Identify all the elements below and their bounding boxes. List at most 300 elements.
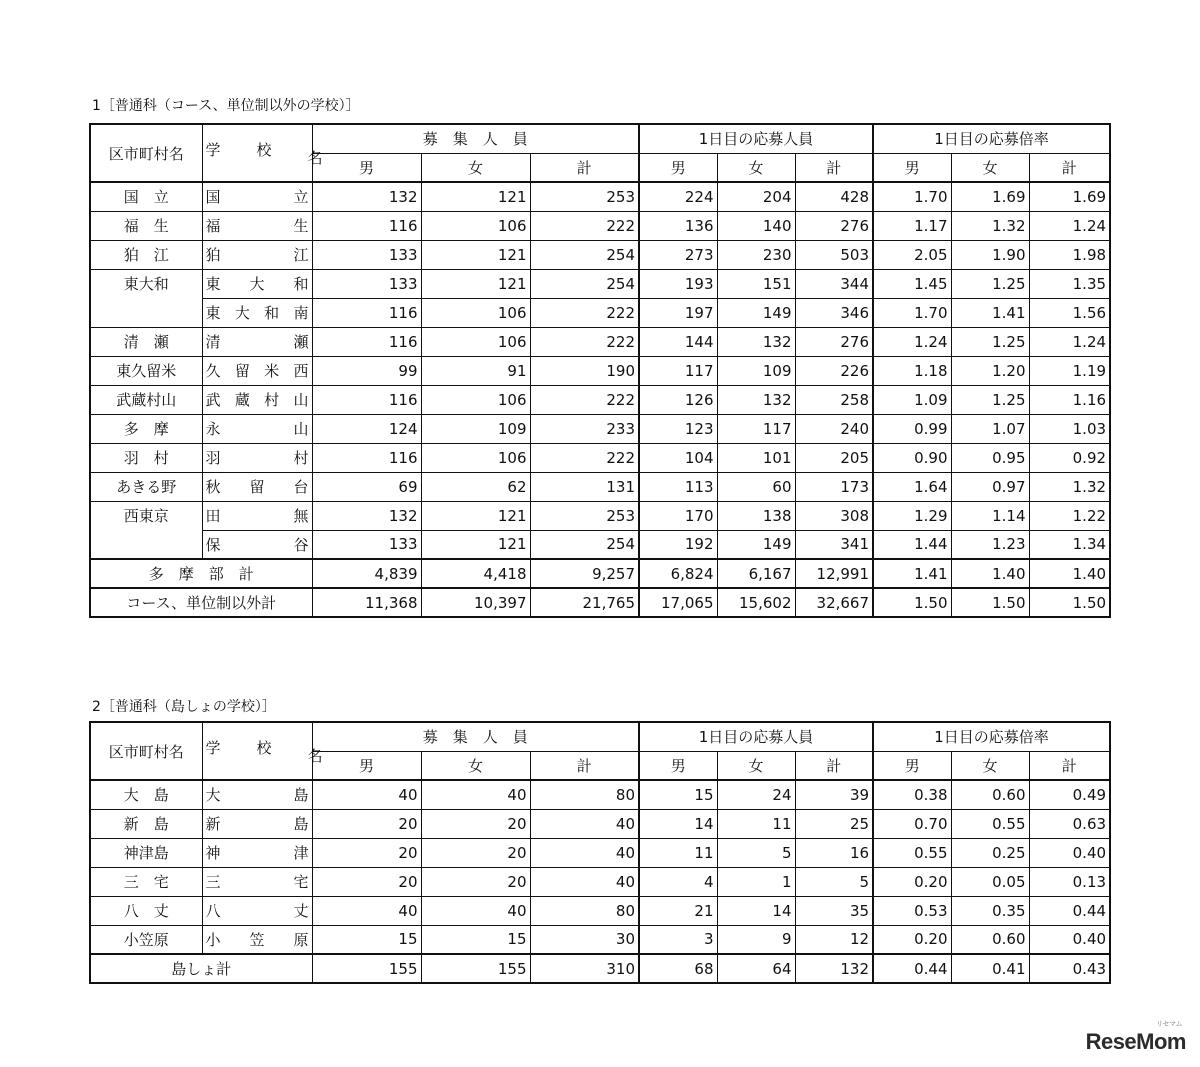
- applicants-header: 1日目の応募人員: [639, 124, 873, 153]
- value-cell: 276: [795, 211, 873, 240]
- value-cell: 254: [530, 269, 639, 298]
- subheader-female: 女: [421, 153, 530, 182]
- value-cell: 233: [530, 414, 639, 443]
- ward-name: 狛 江: [90, 240, 202, 269]
- total-value-cell: 0.43: [1029, 954, 1110, 983]
- value-cell: 138: [717, 501, 795, 530]
- value-cell: 1.24: [873, 327, 951, 356]
- value-cell: 133: [312, 240, 421, 269]
- school-header-char: 校: [256, 140, 272, 159]
- section2-title: 2［普通科（島しょの学校）］: [92, 699, 276, 715]
- value-cell: 0.97: [951, 472, 1029, 501]
- value-cell: 116: [312, 298, 421, 327]
- ward-name: 三 宅: [90, 867, 202, 896]
- ward-name: 国 立: [90, 182, 202, 211]
- total-value-cell: 1.50: [951, 588, 1029, 617]
- value-cell: 69: [312, 472, 421, 501]
- value-cell: 222: [530, 327, 639, 356]
- total-value-cell: 0.44: [873, 954, 951, 983]
- value-cell: 20: [421, 838, 530, 867]
- subheader-total: 計: [795, 153, 873, 182]
- value-cell: 144: [639, 327, 717, 356]
- total-value-cell: 4,418: [421, 559, 530, 588]
- value-cell: 1.41: [951, 298, 1029, 327]
- value-cell: 121: [421, 269, 530, 298]
- school-header: [202, 124, 323, 182]
- school-name: 羽村: [202, 443, 312, 472]
- total-row: [90, 559, 1110, 588]
- value-cell: 106: [421, 298, 530, 327]
- value-cell: 0.25: [951, 838, 1029, 867]
- value-cell: 253: [530, 501, 639, 530]
- school-name: 保谷: [202, 530, 312, 559]
- value-cell: 40: [421, 896, 530, 925]
- value-cell: 1.09: [873, 385, 951, 414]
- school-name: 八丈: [202, 896, 312, 925]
- school-name: 国立: [202, 182, 312, 211]
- value-cell: 1.24: [1029, 327, 1110, 356]
- value-cell: 104: [639, 443, 717, 472]
- value-cell: 121: [421, 501, 530, 530]
- value-cell: 40: [421, 780, 530, 809]
- value-cell: 1.69: [1029, 182, 1110, 211]
- value-cell: 15: [421, 925, 530, 954]
- total-value-cell: 6,167: [717, 559, 795, 588]
- ward-name: 小笠原: [90, 925, 202, 954]
- school-header: [202, 722, 323, 780]
- table-island-schools: [89, 721, 1111, 984]
- subheader-female: 女: [951, 153, 1029, 182]
- value-cell: 0.60: [951, 780, 1029, 809]
- table-row: [90, 385, 1110, 414]
- value-cell: 11: [639, 838, 717, 867]
- table-row: [90, 530, 1110, 559]
- table-row: [90, 211, 1110, 240]
- table-row: [90, 925, 1110, 954]
- value-cell: 222: [530, 298, 639, 327]
- school-name: 武蔵村山: [202, 385, 312, 414]
- subheader-female: 女: [951, 751, 1029, 780]
- value-cell: 4: [639, 867, 717, 896]
- value-cell: 1.25: [951, 327, 1029, 356]
- value-cell: 0.49: [1029, 780, 1110, 809]
- value-cell: 0.20: [873, 925, 951, 954]
- value-cell: 40: [530, 809, 639, 838]
- value-cell: 149: [717, 530, 795, 559]
- value-cell: 254: [530, 530, 639, 559]
- value-cell: 1.64: [873, 472, 951, 501]
- school-header-char: 学: [205, 738, 221, 757]
- subheader-male: 男: [873, 751, 951, 780]
- value-cell: 133: [312, 530, 421, 559]
- value-cell: 116: [312, 385, 421, 414]
- value-cell: 101: [717, 443, 795, 472]
- header-row: [90, 124, 1110, 153]
- value-cell: 0.53: [873, 896, 951, 925]
- total-value-cell: 68: [639, 954, 717, 983]
- total-label: コース、単位制以外計: [90, 588, 312, 617]
- value-cell: 132: [717, 327, 795, 356]
- total-value-cell: 12,991: [795, 559, 873, 588]
- subheader-female: 女: [421, 751, 530, 780]
- table-row: [90, 240, 1110, 269]
- value-cell: 1.32: [951, 211, 1029, 240]
- value-cell: 132: [312, 182, 421, 211]
- value-cell: 205: [795, 443, 873, 472]
- value-cell: 16: [795, 838, 873, 867]
- value-cell: 140: [717, 211, 795, 240]
- table-row: [90, 838, 1110, 867]
- total-value-cell: 15,602: [717, 588, 795, 617]
- value-cell: 109: [421, 414, 530, 443]
- value-cell: 1.23: [951, 530, 1029, 559]
- school-name: 福生: [202, 211, 312, 240]
- value-cell: 254: [530, 240, 639, 269]
- total-value-cell: 64: [717, 954, 795, 983]
- ward-name: 清 瀬: [90, 327, 202, 356]
- value-cell: 308: [795, 501, 873, 530]
- total-value-cell: 1.50: [873, 588, 951, 617]
- total-value-cell: 21,765: [530, 588, 639, 617]
- value-cell: 344: [795, 269, 873, 298]
- value-cell: 173: [795, 472, 873, 501]
- value-cell: 222: [530, 443, 639, 472]
- total-value-cell: 32,667: [795, 588, 873, 617]
- subheader-male: 男: [312, 153, 421, 182]
- value-cell: 20: [312, 867, 421, 896]
- value-cell: 1.25: [951, 269, 1029, 298]
- value-cell: 5: [717, 838, 795, 867]
- value-cell: 1.25: [951, 385, 1029, 414]
- table-row: [90, 809, 1110, 838]
- value-cell: 15: [312, 925, 421, 954]
- value-cell: 2.05: [873, 240, 951, 269]
- value-cell: 1.98: [1029, 240, 1110, 269]
- school-name: 清瀬: [202, 327, 312, 356]
- value-cell: 0.55: [873, 838, 951, 867]
- school-name: 東大和: [202, 269, 312, 298]
- total-value-cell: 132: [795, 954, 873, 983]
- ward-name: 羽 村: [90, 443, 202, 472]
- value-cell: 0.70: [873, 809, 951, 838]
- ward-name: 神津島: [90, 838, 202, 867]
- value-cell: 1.24: [1029, 211, 1110, 240]
- subheader-male: 男: [873, 153, 951, 182]
- value-cell: 1.70: [873, 182, 951, 211]
- value-cell: 5: [795, 867, 873, 896]
- value-cell: 0.35: [951, 896, 1029, 925]
- total-value-cell: 4,839: [312, 559, 421, 588]
- school-name: 久留米西: [202, 356, 312, 385]
- value-cell: 99: [312, 356, 421, 385]
- value-cell: 204: [717, 182, 795, 211]
- ward-name: 多 摩: [90, 414, 202, 443]
- section1-title: 1［普通科（コース、単位制以外の学校）］: [92, 98, 360, 114]
- value-cell: 20: [312, 809, 421, 838]
- total-label: 多 摩 部 計: [90, 559, 312, 588]
- value-cell: 24: [717, 780, 795, 809]
- total-value-cell: 155: [312, 954, 421, 983]
- total-value-cell: 1.40: [951, 559, 1029, 588]
- value-cell: 1.56: [1029, 298, 1110, 327]
- school-name: 神津: [202, 838, 312, 867]
- table-row: [90, 327, 1110, 356]
- value-cell: 192: [639, 530, 717, 559]
- value-cell: 1.34: [1029, 530, 1110, 559]
- value-cell: 62: [421, 472, 530, 501]
- value-cell: 1.18: [873, 356, 951, 385]
- value-cell: 30: [530, 925, 639, 954]
- ward-name: 新 島: [90, 809, 202, 838]
- value-cell: 346: [795, 298, 873, 327]
- subheader-total: 計: [530, 751, 639, 780]
- value-cell: 193: [639, 269, 717, 298]
- value-cell: 40: [312, 780, 421, 809]
- value-cell: 132: [717, 385, 795, 414]
- value-cell: 116: [312, 443, 421, 472]
- school-name: 大島: [202, 780, 312, 809]
- table-row: [90, 472, 1110, 501]
- total-row: [90, 954, 1110, 983]
- table-row: [90, 896, 1110, 925]
- value-cell: 136: [639, 211, 717, 240]
- value-cell: 20: [312, 838, 421, 867]
- value-cell: 0.40: [1029, 838, 1110, 867]
- school-header-char: 名: [307, 148, 323, 167]
- school-name: 小笠原: [202, 925, 312, 954]
- value-cell: 132: [312, 501, 421, 530]
- value-cell: 11: [717, 809, 795, 838]
- table-row: [90, 867, 1110, 896]
- value-cell: 117: [639, 356, 717, 385]
- value-cell: 124: [312, 414, 421, 443]
- value-cell: 0.60: [951, 925, 1029, 954]
- value-cell: 40: [530, 838, 639, 867]
- ward-name: 福 生: [90, 211, 202, 240]
- value-cell: 121: [421, 240, 530, 269]
- value-cell: 60: [717, 472, 795, 501]
- value-cell: 40: [312, 896, 421, 925]
- value-cell: 1.35: [1029, 269, 1110, 298]
- school-header-char: 名: [307, 746, 323, 765]
- total-label: 島しょ計: [90, 954, 312, 983]
- school-name: 田無: [202, 501, 312, 530]
- value-cell: 276: [795, 327, 873, 356]
- logo-small-text: リセマム: [1156, 1021, 1182, 1028]
- value-cell: 40: [530, 867, 639, 896]
- ward-name: 東大和: [90, 269, 202, 298]
- value-cell: 117: [717, 414, 795, 443]
- subheader-male: 男: [639, 751, 717, 780]
- school-name: 三宅: [202, 867, 312, 896]
- value-cell: 1.69: [951, 182, 1029, 211]
- value-cell: 80: [530, 896, 639, 925]
- subheader-total: 計: [795, 751, 873, 780]
- value-cell: 1.14: [951, 501, 1029, 530]
- value-cell: 190: [530, 356, 639, 385]
- value-cell: 1.03: [1029, 414, 1110, 443]
- value-cell: 15: [639, 780, 717, 809]
- value-cell: 0.38: [873, 780, 951, 809]
- value-cell: 80: [530, 780, 639, 809]
- subheader-female: 女: [717, 153, 795, 182]
- value-cell: 273: [639, 240, 717, 269]
- value-cell: 226: [795, 356, 873, 385]
- table-row: [90, 414, 1110, 443]
- value-cell: 428: [795, 182, 873, 211]
- subheader-total: 計: [530, 153, 639, 182]
- value-cell: 341: [795, 530, 873, 559]
- value-cell: 1.44: [873, 530, 951, 559]
- value-cell: 0.95: [951, 443, 1029, 472]
- value-cell: 1.45: [873, 269, 951, 298]
- total-value-cell: 11,368: [312, 588, 421, 617]
- logo-text: ReseMom: [1085, 1029, 1186, 1054]
- table-row: [90, 298, 1110, 327]
- value-cell: 9: [717, 925, 795, 954]
- total-value-cell: 155: [421, 954, 530, 983]
- ward-name: 武蔵村山: [90, 385, 202, 414]
- value-cell: 1.29: [873, 501, 951, 530]
- table-row: [90, 269, 1110, 298]
- value-cell: 149: [717, 298, 795, 327]
- value-cell: 170: [639, 501, 717, 530]
- recruit-header: 募 集 人 員: [312, 722, 639, 751]
- value-cell: 131: [530, 472, 639, 501]
- value-cell: 224: [639, 182, 717, 211]
- total-value-cell: 17,065: [639, 588, 717, 617]
- table-row: [90, 356, 1110, 385]
- value-cell: 25: [795, 809, 873, 838]
- value-cell: 1.32: [1029, 472, 1110, 501]
- total-value-cell: 10,397: [421, 588, 530, 617]
- ward-name: 八 丈: [90, 896, 202, 925]
- value-cell: 0.55: [951, 809, 1029, 838]
- value-cell: 126: [639, 385, 717, 414]
- school-name: 狛江: [202, 240, 312, 269]
- value-cell: 106: [421, 327, 530, 356]
- value-cell: 0.92: [1029, 443, 1110, 472]
- value-cell: 121: [421, 530, 530, 559]
- ward-name: あきる野: [90, 472, 202, 501]
- value-cell: 21: [639, 896, 717, 925]
- subheader-female: 女: [717, 751, 795, 780]
- value-cell: 20: [421, 809, 530, 838]
- value-cell: 0.63: [1029, 809, 1110, 838]
- subheader-male: 男: [312, 751, 421, 780]
- recruit-header: 募 集 人 員: [312, 124, 639, 153]
- value-cell: 197: [639, 298, 717, 327]
- value-cell: 106: [421, 211, 530, 240]
- total-value-cell: 1.41: [873, 559, 951, 588]
- total-row: [90, 588, 1110, 617]
- value-cell: 258: [795, 385, 873, 414]
- school-name: 東大和南: [202, 298, 312, 327]
- total-value-cell: 9,257: [530, 559, 639, 588]
- value-cell: 106: [421, 443, 530, 472]
- school-name: 秋留台: [202, 472, 312, 501]
- value-cell: 109: [717, 356, 795, 385]
- header-row: [90, 722, 1110, 751]
- value-cell: 0.90: [873, 443, 951, 472]
- value-cell: 133: [312, 269, 421, 298]
- school-name: 新島: [202, 809, 312, 838]
- total-value-cell: 1.50: [1029, 588, 1110, 617]
- value-cell: 1.70: [873, 298, 951, 327]
- ratio-header: 1日目の応募倍率: [873, 124, 1110, 153]
- table-row: [90, 443, 1110, 472]
- value-cell: 12: [795, 925, 873, 954]
- value-cell: 1.07: [951, 414, 1029, 443]
- table-row: [90, 501, 1110, 530]
- value-cell: 91: [421, 356, 530, 385]
- value-cell: 20: [421, 867, 530, 896]
- applicants-header: 1日目の応募人員: [639, 722, 873, 751]
- ratio-header: 1日目の応募倍率: [873, 722, 1110, 751]
- value-cell: 123: [639, 414, 717, 443]
- total-value-cell: 310: [530, 954, 639, 983]
- value-cell: 0.13: [1029, 867, 1110, 896]
- value-cell: 0.44: [1029, 896, 1110, 925]
- value-cell: 35: [795, 896, 873, 925]
- value-cell: 1.90: [951, 240, 1029, 269]
- total-value-cell: 1.40: [1029, 559, 1110, 588]
- value-cell: 14: [717, 896, 795, 925]
- school-header-char: 校: [256, 738, 272, 757]
- ward-name: 西東京: [90, 501, 202, 530]
- value-cell: 0.20: [873, 867, 951, 896]
- value-cell: 3: [639, 925, 717, 954]
- value-cell: 1.19: [1029, 356, 1110, 385]
- value-cell: 14: [639, 809, 717, 838]
- value-cell: 1: [717, 867, 795, 896]
- subheader-total: 計: [1029, 153, 1110, 182]
- resemom-logo: [1085, 1021, 1186, 1055]
- value-cell: 1.17: [873, 211, 951, 240]
- value-cell: 240: [795, 414, 873, 443]
- ward-name: [90, 530, 202, 559]
- value-cell: 39: [795, 780, 873, 809]
- total-value-cell: 0.41: [951, 954, 1029, 983]
- value-cell: 116: [312, 327, 421, 356]
- value-cell: 121: [421, 182, 530, 211]
- ward-header: 区市町村名: [90, 124, 202, 182]
- subheader-male: 男: [639, 153, 717, 182]
- value-cell: 503: [795, 240, 873, 269]
- table-row: [90, 182, 1110, 211]
- value-cell: 116: [312, 211, 421, 240]
- school-name: 永山: [202, 414, 312, 443]
- value-cell: 1.22: [1029, 501, 1110, 530]
- ward-name: 東久留米: [90, 356, 202, 385]
- value-cell: 113: [639, 472, 717, 501]
- value-cell: 222: [530, 385, 639, 414]
- table-row: [90, 780, 1110, 809]
- ward-name: [90, 298, 202, 327]
- ward-name: 大 島: [90, 780, 202, 809]
- value-cell: 0.05: [951, 867, 1029, 896]
- subheader-total: 計: [1029, 751, 1110, 780]
- value-cell: 230: [717, 240, 795, 269]
- ward-header: 区市町村名: [90, 722, 202, 780]
- value-cell: 0.99: [873, 414, 951, 443]
- value-cell: 1.16: [1029, 385, 1110, 414]
- total-value-cell: 6,824: [639, 559, 717, 588]
- value-cell: 151: [717, 269, 795, 298]
- value-cell: 0.40: [1029, 925, 1110, 954]
- table-general-course: [89, 123, 1111, 618]
- school-header-char: 学: [205, 140, 221, 159]
